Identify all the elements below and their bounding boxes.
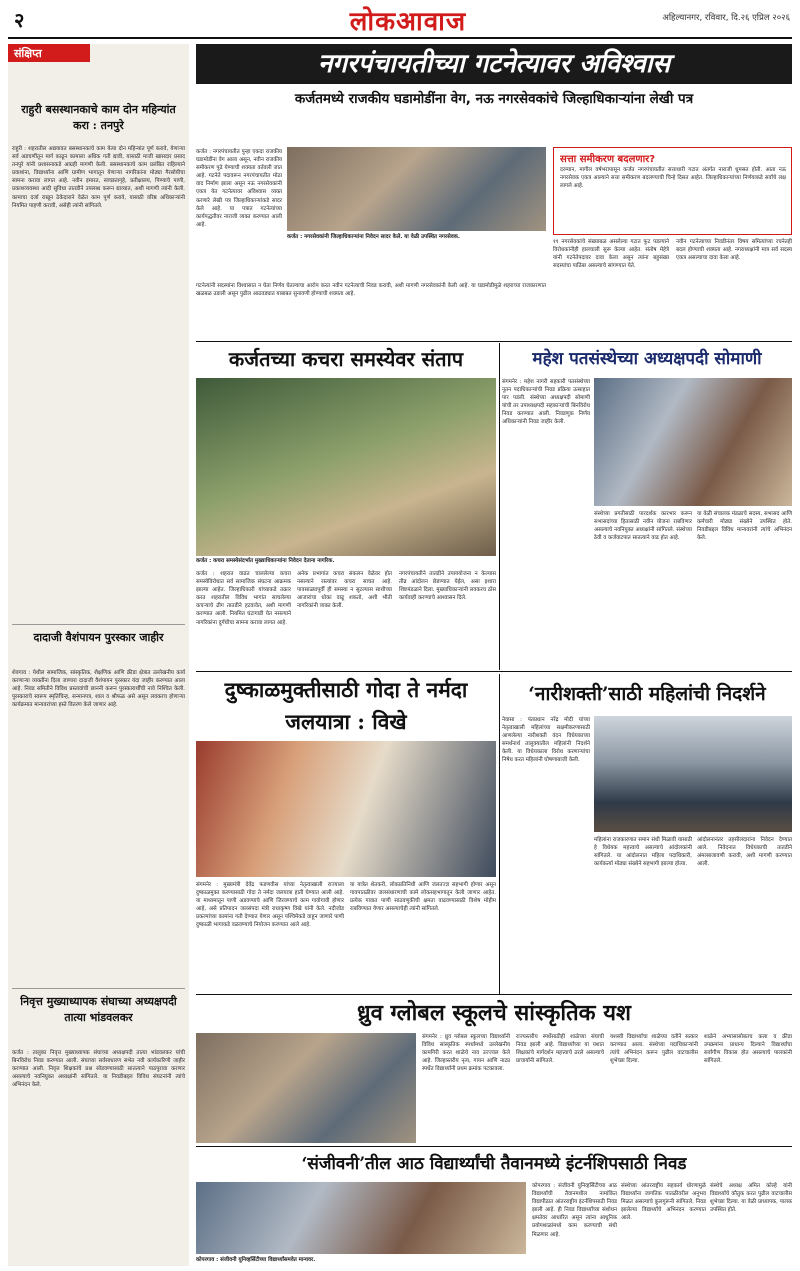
divider — [196, 671, 792, 672]
info-box-title: सत्ता समीकरण बदलणार? — [560, 154, 656, 165]
info-box — [553, 147, 792, 235]
lead-body-col1: कर्जत : नगरपंचायतीत पुन्हा एकदा राजकीय घडामोडींना वेग आला असून, नवीन राजकीय समीकरण पुढे येण्याची शक्यता वर्तवली जात आहे. गटनेते पदावरून नगरपंचायतीत मोठा वाद निर्माण झाला असून नऊ नगरसेवकांनी एकत्र येत गटनेत्यावर अविश्वास व्यक्त करणारे लेखी पत्र जिल्हाधिकाऱ्यांकडे सादर केले आहे. या पत्रात गटनेत्यांच्या कार्यपद्धतीवर नाराजी व्यक्त करण्यात आली आहे. — [196, 149, 282, 228]
godavari-body-2: या यात्रेत शेतकरी, लोकप्रतिनिधी आणि जलतज्ज्ञ सहभागी होणार असून गावपातळीवर जलसंधारणाची कामे लोकसहभागातून केली जाणार आहेत. प्रत्येक गावात पाणी साठवणुकीची क्षमता वाढवण्यासाठी विशेष मोहीम राबविण्यात येणार असल्याचेही त्यांनी सांगितले. — [350, 882, 496, 913]
kachra-body-2: अनेक प्रभागांत कचरा संकलन वेळेवर होत नसल्याने रस्त्यांवर कचरा साचत आहे. पावसाळ्यापूर्वी ही समस्या न सुटल्यास साथीच्या आजारांचा धोका वाढू शकतो, अशी भीती नागरिकांनी व्यक्त केली. — [297, 571, 392, 610]
lead-body-col2: गटनेत्यांनी सदस्यांना विश्वासात न घेता निर्णय घेतल्याचा आरोप करत नवीन गटनेत्याची निवड करावी, अशी मागणी नगरसेवकांनी केली आहे. या घडामोडीमुळे शहराच्या राजकारणात खळबळ उडाली असून पुढील आठवड्यात याबाबत सुनावणी होण्याची शक्यता आहे. — [196, 283, 546, 298]
lead-subhead: कर्जतमध्ये राजकीय घडामोडींना वेग, नऊ नगरसेवकांचे जिल्हाधिकाऱ्यांना लेखी पत्र — [294, 91, 694, 107]
mahesh-body-3: या वेळी संचालक मंडळाचे सदस्य, सभासद आणि कर्मचारी मोठ्या संख्येने उपस्थित होते. निवडीबद्दल विविध मान्यवरांनी त्यांचे अभिनंदन केले. — [697, 511, 792, 542]
mahesh-body-1: संगमनेर : महेश नागरी सहकारी पतसंस्थेच्या नूतन पदाधिकाऱ्यांची निवड प्रक्रिया उत्साहात पार पडली. संस्थेच्या अध्यक्षपदी सोमाणी यांची तर उपाध्यक्षपदी सहकाऱ्यांची बिनविरोध निवड करण्यात आली. निवडणूक निर्णय अधिकाऱ्यांनी निवड जाहीर केली. — [502, 379, 590, 426]
sidebar-body-2: शेवगाव : येथील सामाजिक, सांस्कृतिक, शैक्षणिक आणि क्रीडा क्षेत्रात उल्लेखनीय कार्य करणाऱ्या व्यक्तींना दिला जाणारा दादाजी वैशंपायन पुरस्कार यंदा जाहीर करण्यात आला आहे. निवड समितीने विविध प्रस्तावांची छाननी करून पुरस्कारार्थींची नावे निश्चित केली. पुरस्काराचे स्वरूप स्मृतिचिन्ह, सन्मानपत्र, शाल व श्रीफळ असे असून लवकरच होणाऱ्या कार्यक्रमात मान्यवरांच्या हस्ते वितरण केले जाणार आहे. — [12, 670, 185, 709]
masthead-rule — [8, 37, 792, 39]
dateline: अहिल्यानगर, रविवार, दि.२६ एप्रिल २०२६ — [662, 13, 790, 23]
nari-body-3: आंदोलनानंतर तहसीलदारांना निवेदन देण्यात आले. निवेदनात विधेयकाची तातडीने अंमलबजावणी करावी, अशी मागणी करण्यात आली. — [697, 837, 792, 868]
sanjivani-body-3: संस्थेचे अध्यक्ष अमित कोल्हे यांनी विद्यार्थ्यांचे कौतुक करत पुढील वाटचालीस शुभेच्छा दिल्या. या वेळी प्राध्यापक, पालक उपस्थित होते. — [710, 1183, 792, 1214]
sidebar-headline-1: राहुरी बसस्थानकाचे काम दोन महिन्यांत करा : तनपुरे — [21, 103, 176, 132]
kachra-headline: कर्जतच्या कचरा समस्येवर संताप — [228, 347, 464, 371]
divider — [196, 1146, 792, 1147]
dhruv-body-3: यशस्वी विद्यार्थ्यांचा शाळेच्या वतीने सत्कार करण्यात आला. संस्थेच्या पदाधिकाऱ्यांनी त्यांचे अभिनंदन करून पुढील वाटचालीस शुभेच्छा दिल्या. — [610, 1034, 698, 1065]
sidebar-headline-2: दादाजी वैशंपायन पुरस्कार जाहीर — [33, 631, 164, 644]
nari-photo — [594, 716, 792, 832]
dhruv-body-4: शाळेने अभ्यासासोबतच कला व क्रीडा उपक्रमांना प्राधान्य दिल्याने विद्यार्थ्यांचा सर्वांगीण विकास होत असल्याचे पालकांनी सांगितले. — [704, 1034, 792, 1065]
sidebar-headline-3: निवृत्त मुख्याध्यापक संघाच्या अध्यक्षपदी तात्या भांडवलकर — [20, 995, 177, 1024]
sidebar-body-1: राहुरी : शहरातील अद्ययावत बसस्थानकाचे काम येत्या दोन महिन्यांत पूर्ण करावे, येणाऱ्या सर्व अडचणींतून मार्ग काढून कामाला अधिक गती द्यावी, यासाठी माजी खासदार प्रसाद तनपुरे यांनी प्रशासनाकडे आग्रही मागणी केली. बसस्थानकाचे काम प्रलंबित राहिल्याने प्रवाशांना, विद्यार्थ्यांना आणि ग्रामीण भागातून येणाऱ्या नागरिकांना मोठ्या गैरसोयीचा सामना करावा लागत आहे. नवीन इमारत, स्वच्छतागृहे, प्रतीक्षालय, पिण्याचे पाणी, प्रकाशव्यवस्था आदी सुविधा तातडीने उपलब्ध करून द्याव्यात, अशी मागणी त्यांनी केली. कामाचा दर्जा राखून ठेकेदाराने वेळेत काम पूर्ण करावे, यासाठी वरिष्ठ अधिकाऱ्यांनी नियमित पाहणी करावी, असेही त्यांनी सांगितले. — [12, 146, 185, 209]
mahesh-photo — [594, 378, 792, 506]
sanjivani-headline: ‘संजीवनी’तील आठ विद्यार्थ्यांची तैवानमध्ये इंटर्नशिपसाठी निवड — [301, 1154, 687, 1174]
kachra-photo — [196, 378, 496, 556]
dhruv-body-2: राज्यस्तरीय स्पर्धेसाठीही शाळेच्या संघाची निवड झाली आहे. विद्यार्थ्यांच्या या यशात शिक्षकांचे मार्गदर्शन महत्त्वाचे ठरले असल्याचे प्राचार्यांनी सांगितले. — [516, 1034, 604, 1065]
divider — [499, 674, 500, 994]
divider — [196, 341, 792, 342]
sidebar-divider — [12, 624, 185, 625]
divider — [196, 994, 792, 995]
masthead-logo: लोकआवाज — [349, 7, 467, 36]
nari-body-2: महिलांना राजकारणात समान संधी मिळावी यासाठी हे विधेयक महत्त्वाचे असल्याचे आंदोलकांनी सांगितले. या आंदोलनात महिला पदाधिकारी, कार्यकर्त्या मोठ्या संख्येने सहभागी झाल्या होत्या. — [594, 837, 692, 868]
info-box-body: दरम्यान, मागील वर्षभरापासून कर्जत नगरपंचायतीत सत्ताधारी गटात अंतर्गत नाराजी धुमसत होती. आता नऊ नगरसेवक एकत्र आल्याने सत्ता समीकरण बदलण्याची चिन्हे दिसत आहेत. जिल्हाधिकाऱ्यांच्या निर्णयाकडे सर्वांचे लक्ष लागले आहे. — [560, 167, 786, 190]
dhruv-headline: ध्रुव ग्लोबल स्कूलचे सांस्कृतिक यश — [357, 1000, 631, 1026]
lead-photo — [287, 147, 546, 231]
lead-headline: नगरपंचायतीच्या गटनेत्यावर अविश्वास — [196, 44, 792, 84]
mahesh-headline: महेश पतसंस्थेच्या अध्यक्षपदी सोमाणी — [532, 349, 762, 369]
godavari-body-1: संगमनेर : मुख्यमंत्री देवेंद्र फडणवीस यांच्या नेतृत्वाखाली राज्याला दुष्काळमुक्त करण्यासाठी गोदा ते नर्मदा जलयात्रा हाती घेण्यात आली आहे. या माध्यमातून पाणी अडवण्याचे आणि जिरवण्याचे काम गावोगावी होणार आहे, असे प्रतिपादन जलसंपदा मंत्री राधाकृष्ण विखे यांनी केले. नदीजोड प्रकल्पांच्या कामांना गती देण्यात येणार असून पश्चिमेकडे वाहून जाणारे पाणी दुष्काळी भागाकडे वळवण्याचे नियोजन करण्यात आले आहे. — [196, 882, 344, 929]
dhruv-photo — [196, 1033, 416, 1143]
godavari-headline: दुष्काळमुक्तीसाठी गोदा ते नर्मदा जलयात्रा : विखे — [224, 677, 468, 734]
lead-photo-caption: कर्जत : नगरसेवकांनी जिल्हाधिकाऱ्यांना निवेदन सादर केले. या वेळी उपस्थित नगरसेवक. — [287, 234, 460, 240]
sidebar-body-3: कर्जत : तालुका निवृत्त मुख्याध्यापक संघाच्या अध्यक्षपदी तात्या भांडवलकर यांची बिनविरोध निवड करण्यात आली. संघाच्या सर्वसाधारण सभेत नवी कार्यकारिणी जाहीर करण्यात आली. निवृत्त शिक्षकांचे प्रश्न सोडवण्यासाठी सातत्याने पाठपुरावा करणार असल्याचे नवनियुक्त अध्यक्षांनी सांगितले. या निवडीबद्दल विविध संघटनांनी त्यांचे अभिनंदन केले. — [12, 1050, 185, 1089]
sidebar-divider — [12, 988, 185, 989]
sanjivani-caption: कोपरगाव : संजीवनी युनिव्हर्सिटीच्या विद्यार्थ्यांसमवेत मान्यवर. — [196, 1257, 316, 1263]
dhruv-body-1: संगमनेर : ध्रुव ग्लोबल स्कूलच्या विद्यार्थ्यांनी विविध सांस्कृतिक स्पर्धांमध्ये उल्लेखनीय कामगिरी करत शाळेचे नाव उज्ज्वल केले आहे. जिल्हास्तरीय नृत्य, गायन आणि नाट्य स्पर्धेत विद्यार्थ्यांनी प्रथम क्रमांक पटकावला. — [422, 1034, 510, 1073]
nari-body-1: नेवासा : पंतप्रधान नरेंद्र मोदी यांच्या नेतृत्वाखाली महिलांच्या सक्षमीकरणासाठी आणलेल्या नारीशक्ती वंदन विधेयकाच्या समर्थनार्थ तालुक्यातील महिलांनी निदर्शने केली. या विधेयकाला विरोध करणाऱ्यांचा निषेध करत महिलांनी घोषणाबाजी केली. — [502, 717, 590, 764]
mahesh-body-2: संस्थेच्या प्रगतीसाठी पारदर्शक कारभार करून सभासदांच्या हितासाठी नवीन योजना राबविणार असल्याचे नवनियुक्त अध्यक्षांनी सांगितले. संस्थेच्या ठेवी व कर्जवाटपात सातत्याने वाढ होत आहे. — [594, 511, 692, 542]
section-tag: संक्षिप्त — [8, 44, 90, 62]
page-number: २ — [14, 8, 25, 32]
nari-headline: ‘नारीशक्ती’साठी महिलांची निदर्शने — [528, 683, 766, 705]
sanjivani-body-2: संस्थेच्या आंतरराष्ट्रीय सहकार्य धोरणामुळे विद्यार्थ्यांना जागतिक पातळीवरील अनुभव मिळत असल्याचे कुलगुरूंनी सांगितले. निवड झालेल्या विद्यार्थ्यांचे अभिनंदन करण्यात आले. — [621, 1183, 706, 1222]
kachra-caption: कर्जत : कचरा समस्येसंदर्भात मुख्याधिकाऱ्यांना निवेदन देताना नागरिक. — [196, 558, 335, 564]
kachra-body-3: नगरपंचायतीने तातडीने उपाययोजना न केल्यास तीव्र आंदोलन छेडण्यात येईल, असा इशारा शिष्टमंडळाने दिला. मुख्याधिकाऱ्यांनी लवकरच ठोस कार्यवाही करण्याचे आश्वासन दिले. — [399, 571, 496, 602]
lead-body-col3: ११ नगरसेवकांचे संख्याबळ असलेल्या गटात फूट पडल्याने विरोधकांनीही हालचाली सुरू केल्या आहेत. संतोष मेहेत्रे यांनी गटनेतेपदावर दावा केला असून त्यांना बहुसंख्य सदस्यांचा पाठिंबा असल्याचे सांगण्यात येते. — [553, 239, 669, 270]
kachra-body-1: कर्जत : शहरात वाढत चाललेल्या कचरा समस्येविरोधात सर्व सामाजिक संघटना आक्रमक झाल्या आहेत. जिल्हाधिकारी यांच्याकडे तक्रार करत शहरातील विविध भागांत साचलेल्या कचऱ्याचे ढीग तातडीने हटवावेत, अशी मागणी करण्यात आली. नियमित घंटागाडी येत नसल्याने नागरिकांना दुर्गंधीचा सामना करावा लागत आहे. — [196, 571, 291, 626]
godavari-photo — [196, 741, 496, 877]
sidebar — [8, 44, 189, 1266]
sanjivani-photo — [196, 1182, 526, 1254]
sanjivani-body-1: कोपरगाव : संजीवनी युनिव्हर्सिटीच्या आठ विद्यार्थ्यांची तैवानमधील नामांकित विद्यापीठात आंतरराष्ट्रीय इंटर्नशिपसाठी निवड झाली आहे. ही निवड विद्यार्थ्यांच्या संशोधन क्षमतेवर आधारित असून त्यांना आधुनिक प्रयोगशाळांमध्ये काम करण्याची संधी मिळणार आहे. — [532, 1183, 617, 1238]
divider — [499, 343, 500, 670]
lead-body-col4: नवीन गटनेत्याच्या निवडीनंतर विषय समित्यांच्या रचनेतही बदल होण्याची शक्यता आहे. नगराध्यक्षांनी मात्र सर्व सदस्य एकत्र असल्याचा दावा केला आहे. — [676, 239, 792, 262]
